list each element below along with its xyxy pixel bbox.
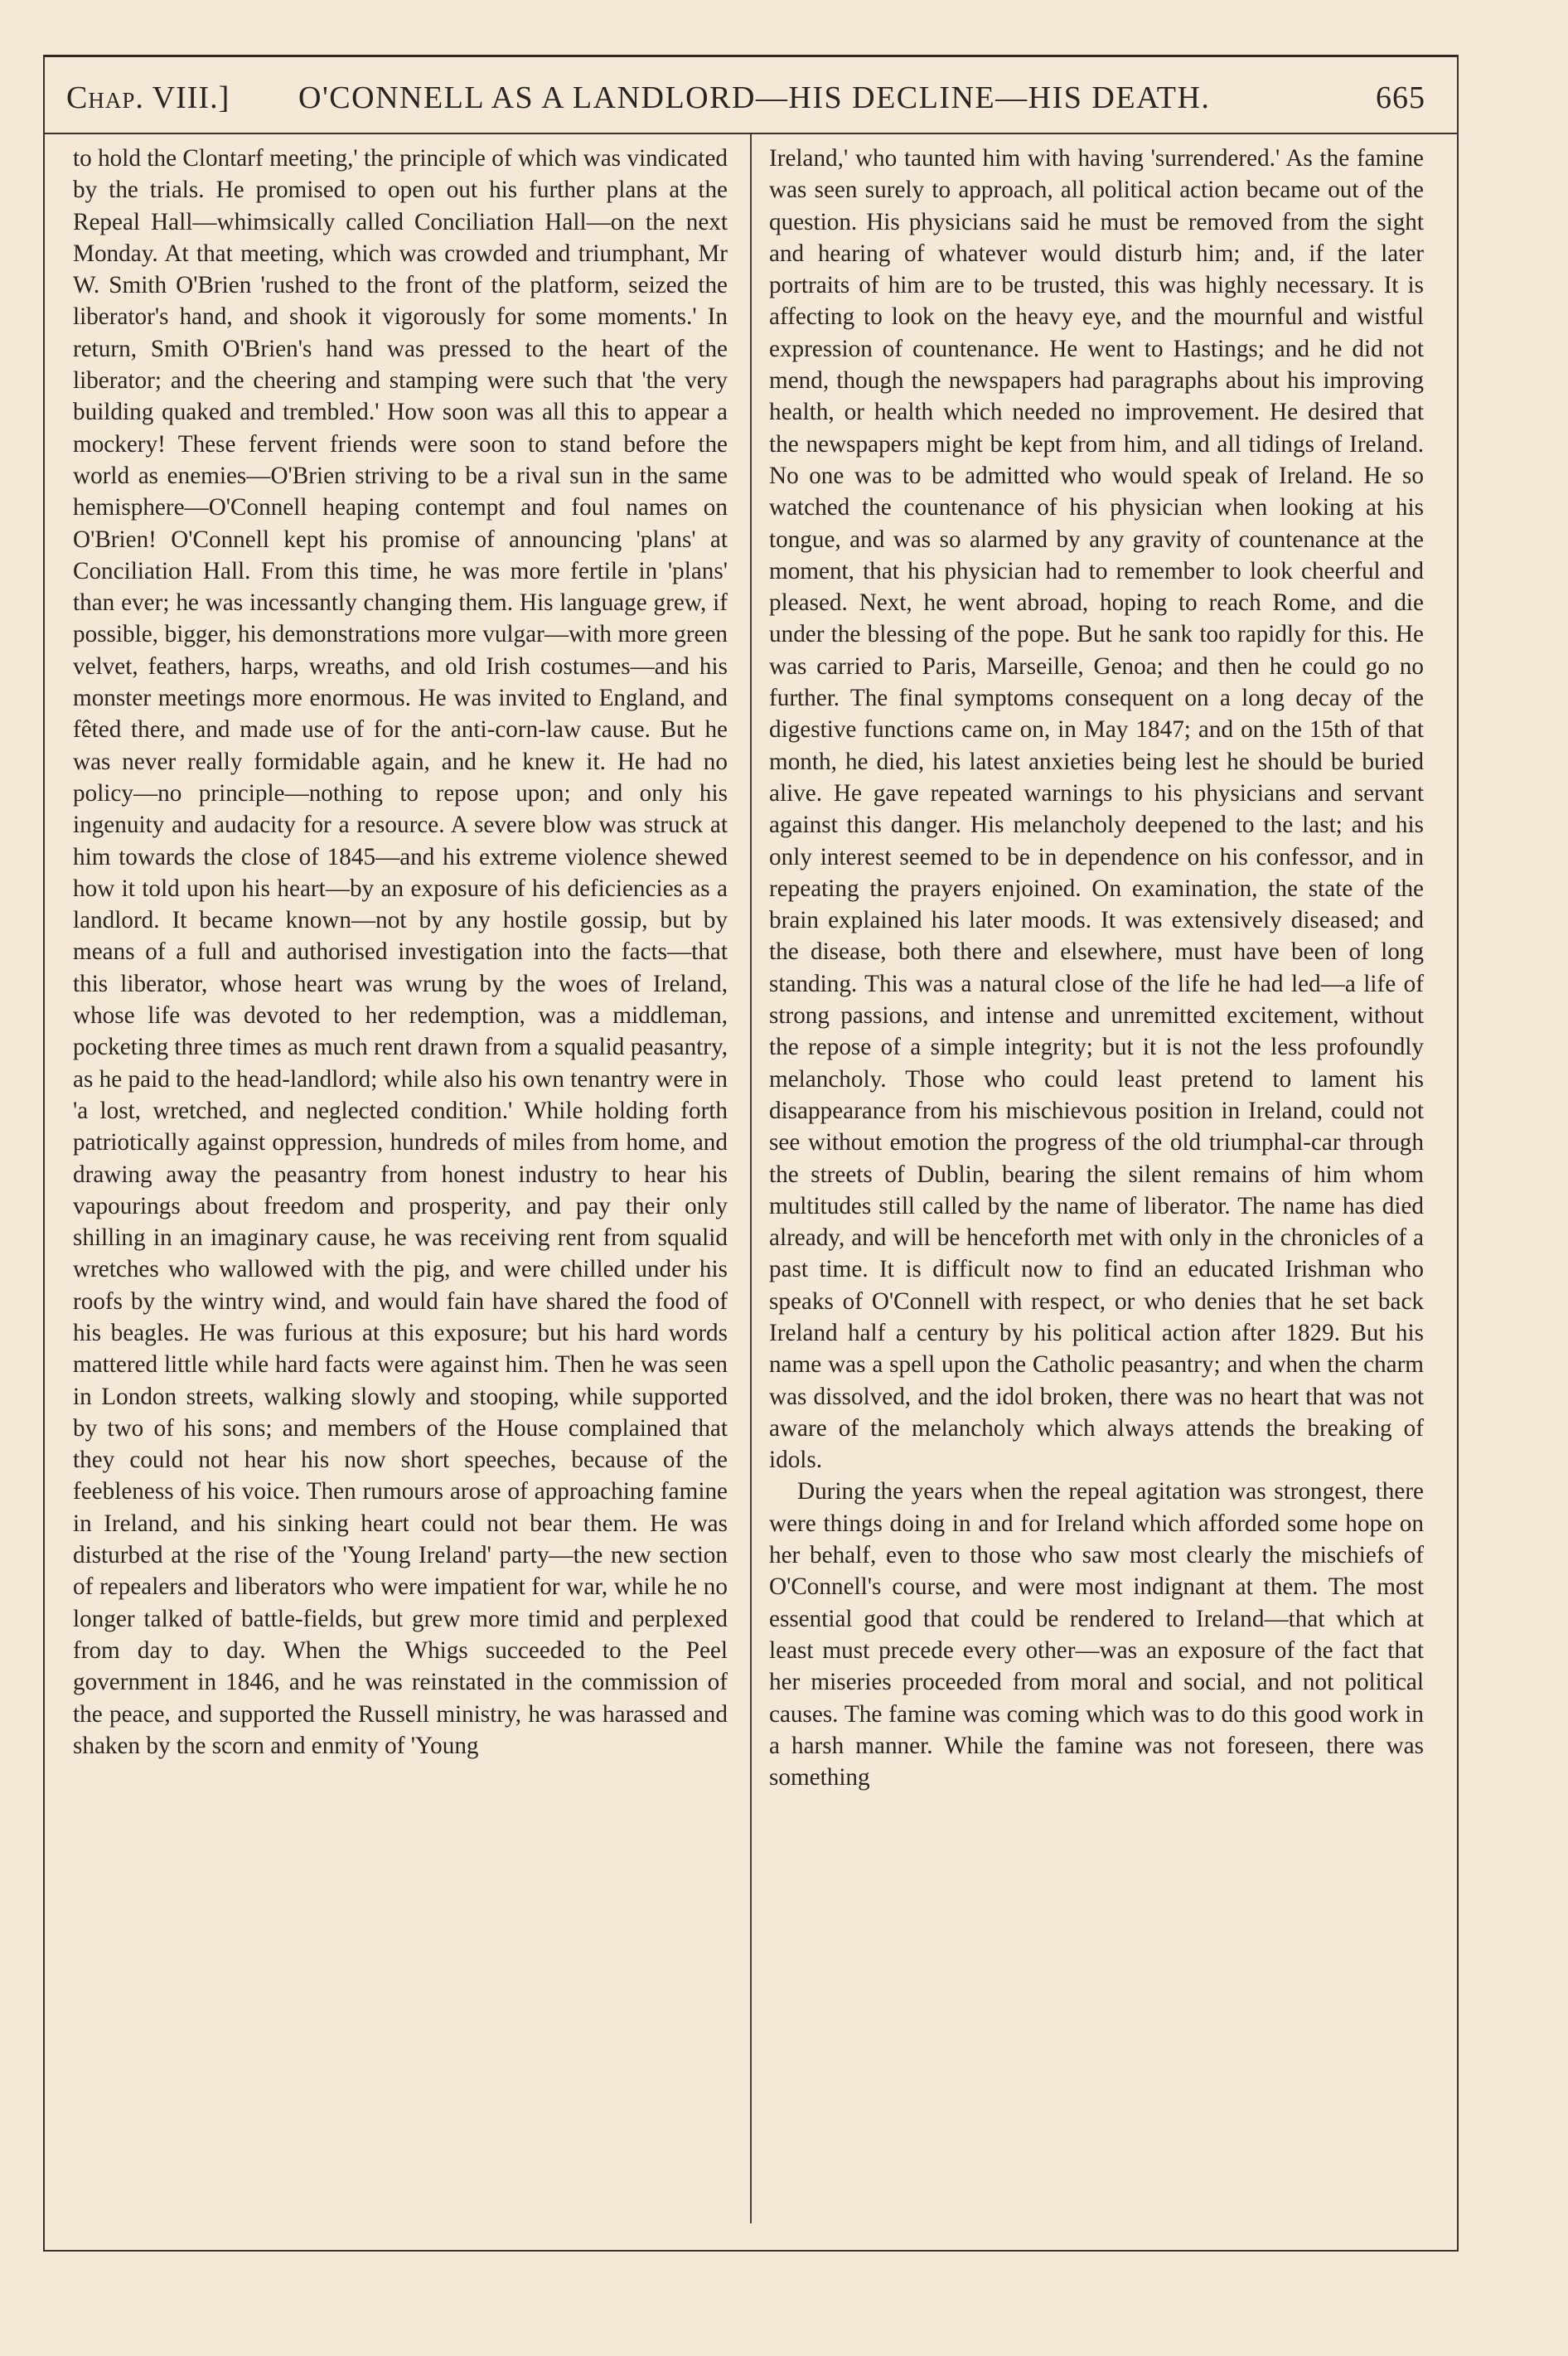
- running-head: [66, 80, 1425, 126]
- page-number: 665: [1376, 80, 1425, 115]
- left-column: [73, 143, 728, 1762]
- page-title: O'CONNELL AS A LANDLORD—HIS DECLINE—HIS DEATH.: [298, 80, 1211, 115]
- paragraph: During the years when the repeal agitation was strongest, there were things doing in and for Ireland which afforded some hope on her behalf, even to those who saw most clearly the mischiefs of O'Connell's course, and were most indignant at them. The most essential good that could be rendered to Ireland—that which at least must precede every other—was an exposure of the fact that her miseries proceeded from moral and social, and not political causes. The famine was coming which was to do this good work in a harsh manner. While the famine was not foreseen, there was something: [769, 1478, 1424, 1791]
- bottom-border-rule: [43, 2250, 1459, 2252]
- paragraph: Ireland,' who taunted him with having 'surrendered.' As the famine was seen surely to approach, all political action became out of the question. His physicians said he must be removed from the sight and hearing of whatever would disturb him; and, if the later portraits of him are to be trusted, this was highly necessary. It is affecting to look on the heavy eye, and the mournful and wistful expression of countenance. He went to Hastings; and he did not mend, though the newspapers had paragraphs about his improving health, or health which needed no improvement. He desired that the newspapers might be kept from him, and all tidings of Ireland. No one was to be admitted who would speak of Ireland. He so watched the countenance of his physician when looking at his tongue, and was so alarmed by any gravity of countenance at the moment, that his physician had to remember to look cheerful and pleased. Next, he went abroad, hoping to reach Rome, and die under the blessing of the pope. But he sank too rapidly for this. He was carried to Paris, Marseille, Genoa; and then he could go no further. The final symptoms consequent on a long decay of the digestive functions came on, in May 1847; and on the 15th of that month, he died, his latest anxieties being lest he should be buried alive. He gave repeated warnings to his physicians and servant against this danger. His melancholy deepened to the last; and his only interest seemed to be in dependence on his confessor, and in repeating the prayers enjoined. On examination, the state of the brain explained his later moods. It was extensively diseased; and the disease, both there and elsewhere, must have been of long standing. This was a natural close of the life he had led—a life of strong passions, and intense and unremitted excitement, without the repose of a simple integrity; but it is not the less profoundly melancholy. Those who could least pretend to lament his disappearance from his mischievous position in Ireland, could not see without emotion the progress of the old triumphal-car through the streets of Dublin, bearing the silent remains of him whom multitudes still called by the name of liberator. The name has died already, and will be henceforth met with only in the chronicles of a past time. It is difficult now to find an educated Irishman who speaks of O'Connell with respect, or who denies that he set back Ireland half a century by his political action after 1829. But his name was a spell upon the Catholic peasantry; and when the charm was dissolved, and the idol broken, there was no heart that was not aware of the melancholy which always attends the breaking of idols.: [769, 145, 1424, 1474]
- right-column: [769, 143, 1424, 1793]
- top-border-rule: [43, 55, 1459, 57]
- paragraph: to hold the Clontarf meeting,' the principle of which was vindicated by the trials. He promised to open out his further plans at the Repeal Hall—whimsically called Conciliation Hall—on the next Monday. At that meeting, which was crowded and triumphant, Mr W. Smith O'Brien 'rushed to the front of the platform, seized the liberator's hand, and shook it vigorously for some moments.' In return, Smith O'Brien's hand was pressed to the heart of the liberator; and the cheering and stamping were such that 'the very building quaked and trembled.' How soon was all this to appear a mockery! These fervent friends were soon to stand before the world as enemies—O'Brien striving to be a rival sun in the same hemisphere—O'Connell heaping contempt and foul names on O'Brien! O'Connell kept his promise of announcing 'plans' at Conciliation Hall. From this time, he was more fertile in 'plans' than ever; he was incessantly changing them. His language grew, if possible, bigger, his demonstrations more vulgar—with more green velvet, feathers, harps, wreaths, and old Irish costumes—and his monster meetings more enormous. He was invited to England, and fêted there, and made use of for the anti-corn-law cause. But he was never really formidable again, and he knew it. He had no policy—no principle—nothing to repose upon; and only his ingenuity and audacity for a resource. A severe blow was struck at him towards the close of 1845—and his extreme violence shewed how it told upon his heart—by an exposure of his deficiencies as a landlord. It became known—not by any hostile gossip, but by means of a full and authorised investigation into the facts—that this liberator, whose heart was wrung by the woes of Ireland, whose life was devoted to her redemption, was a middleman, pocketing three times as much rent drawn from a squalid peasantry, as he paid to the head-landlord; while also his own tenantry were in 'a lost, wretched, and neglected condition.' While holding forth patriotically against oppression, hundreds of miles from home, and drawing away the peasantry from honest industry to hear his vapourings about freedom and prosperity, and pay their only shilling in an imaginary cause, he was receiving rent from squalid wretches who wallowed with the pig, and were chilled under his roofs by the wintry wind, and would fain have shared the food of his beagles. He was furious at this exposure; but his hard words mattered little while hard facts were against him. Then he was seen in London streets, walking slowly and stooping, while supported by two of his sons; and members of the House complained that they could not hear his now short speeches, because of the feebleness of his voice. Then rumours arose of approaching famine in Ireland, and his sinking heart could not bear them. He was disturbed at the rise of the 'Young Ireland' party—the new section of repealers and liberators who were impatient for war, while he no longer talked of battle-fields, but grew more timid and perplexed from day to day. When the Whigs succeeded to the Peel government in 1846, and he was reinstated in the commission of the peace, and supported the Russell ministry, he was harassed and shaken by the scorn and enmity of 'Young: [73, 145, 728, 1759]
- right-border-rule: [1457, 55, 1459, 2252]
- column-divider: [750, 134, 752, 2223]
- left-border-rule: [43, 55, 45, 2252]
- chapter-label: Chap. VIII.]: [66, 80, 230, 115]
